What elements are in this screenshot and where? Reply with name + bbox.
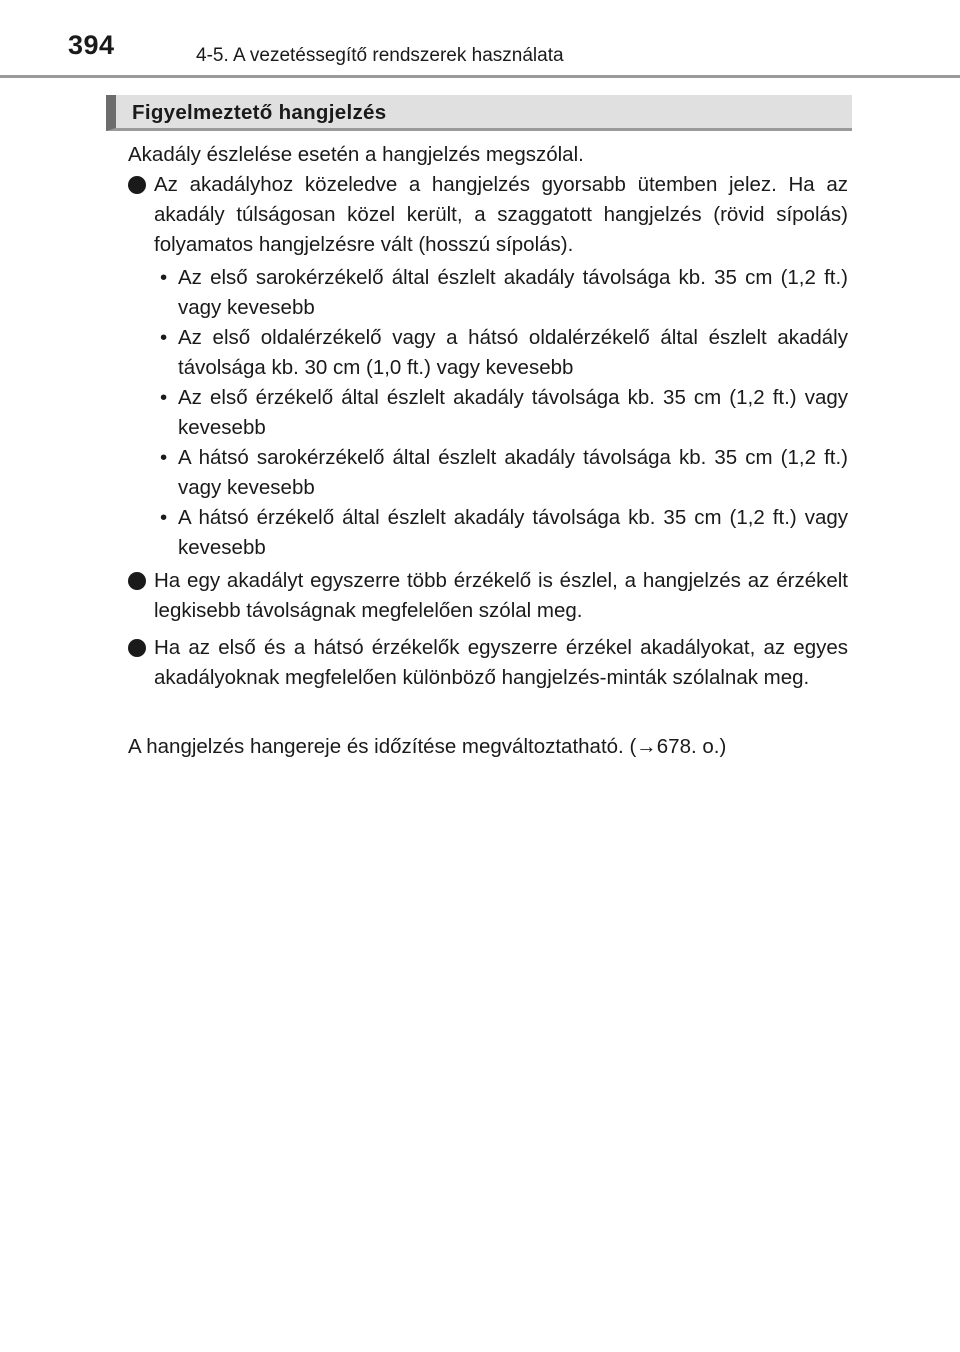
page-header bbox=[0, 0, 960, 80]
bullet-text: Ha az első és a hátsó érzékelők egyszerre érzékel akadályokat, az egyes akadályoknak megfelelően különböző hangjelzés-minták szólalnak meg. bbox=[154, 636, 848, 689]
sub-bullet-marker: • bbox=[160, 266, 168, 289]
bullet-marker bbox=[128, 176, 146, 194]
sub-list-text: A hátsó sarokérzékelő által észlelt akadály távolsága kb. 35 cm (1,2 ft.) vagy kevesebb bbox=[178, 446, 848, 499]
page-number: 394 bbox=[68, 30, 115, 60]
chapter-title: 4-5. A vezetéssegítő rendszerek használata bbox=[196, 45, 564, 66]
section-heading-bar bbox=[106, 95, 852, 131]
sub-bullet-marker: • bbox=[160, 506, 168, 529]
bullet-marker bbox=[128, 572, 146, 590]
sub-bullet-marker: • bbox=[160, 326, 168, 349]
bullet-text: Ha egy akadályt egyszerre több érzékelő is észlel, a hangjelzés az érzékelt legkisebb távolságnak megfelelően szólal meg. bbox=[154, 569, 848, 622]
section-title: Figyelmeztető hangjelzés bbox=[132, 101, 387, 124]
sub-list-text: Az első oldalérzékelő vagy a hátsó oldalérzékelő által észlelt akadály távolsága kb. 30 cm (1,0 ft.) vagy kevesebb bbox=[178, 326, 848, 379]
bullet-marker bbox=[128, 639, 146, 657]
sub-list-text: Az első érzékelő által észlelt akadály távolsága kb. 35 cm (1,2 ft.) vagy kevesebb bbox=[178, 386, 848, 439]
sub-bullet-marker: • bbox=[160, 386, 168, 409]
intro-paragraph: Akadály észlelése esetén a hangjelzés megszólal. bbox=[128, 143, 584, 166]
sub-bullet-marker: • bbox=[160, 446, 168, 469]
header-divider bbox=[0, 75, 960, 78]
sub-list-text: Az első sarokérzékelő által észlelt akadály távolsága kb. 35 cm (1,2 ft.) vagy kevesebb bbox=[178, 266, 848, 319]
bullet-text: Az akadályhoz közeledve a hangjelzés gyorsabb ütemben jelez. Ha az akadály túlságosan közel került, a szaggatott hangjelzés (rövid sípolás) folyamatos hangjelzésre vált (hosszú sípolás). bbox=[154, 173, 848, 256]
sub-list-text: A hátsó érzékelő által észlelt akadály távolsága kb. 35 cm (1,2 ft.) vagy kevesebb bbox=[178, 506, 848, 559]
volume-timing-note: A hangjelzés hangereje és időzítése megváltoztatható. (→678. o.) bbox=[128, 735, 727, 758]
